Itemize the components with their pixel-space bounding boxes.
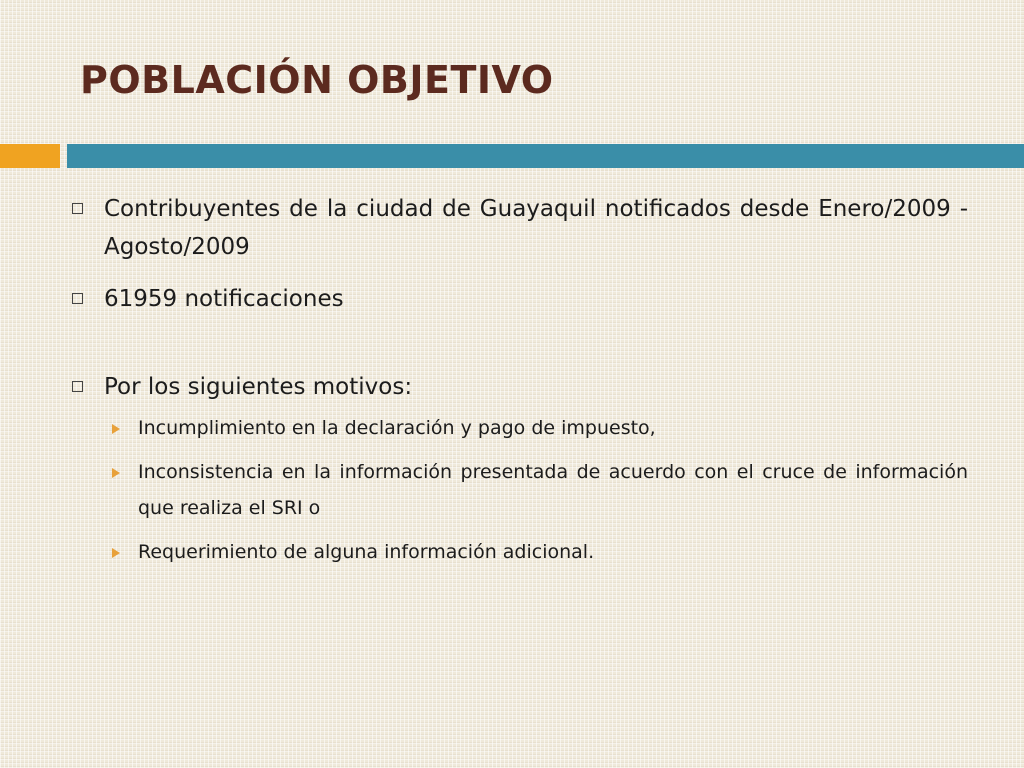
slide-title: POBLACIÓN OBJETIVO xyxy=(80,58,554,102)
bullet-text: 61959 notificaciones xyxy=(104,286,344,312)
bullet-text: Por los siguientes motivos: xyxy=(104,374,413,400)
arrow-right-icon xyxy=(112,548,120,558)
sub-bullet-item xyxy=(106,454,968,526)
bullet-item xyxy=(68,368,968,406)
hollow-square-icon xyxy=(72,381,83,392)
sub-bullet-text: Inconsistencia en la información presentada de acuerdo con el cruce de información que realiza el SRI o xyxy=(138,461,968,519)
sub-bullet-text: Incumplimiento en la declaración y pago de impuesto, xyxy=(138,417,656,439)
sub-bullet-item xyxy=(106,534,968,570)
spacer xyxy=(68,318,968,368)
bullet-item xyxy=(68,280,968,318)
bullet-text: Contribuyentes de la ciudad de Guayaquil notificados desde Enero/2009 - Agosto/2009 xyxy=(104,196,968,260)
bullet-list xyxy=(68,190,968,570)
bullet-item xyxy=(68,190,968,266)
sub-bullet-item xyxy=(106,410,968,446)
hollow-square-icon xyxy=(72,293,83,304)
hollow-square-icon xyxy=(72,203,83,214)
arrow-right-icon xyxy=(112,468,120,478)
arrow-right-icon xyxy=(112,424,120,434)
accent-bar-orange xyxy=(0,144,60,168)
accent-bar-blue xyxy=(67,144,1024,168)
sub-bullet-text: Requerimiento de alguna información adicional. xyxy=(138,541,595,563)
